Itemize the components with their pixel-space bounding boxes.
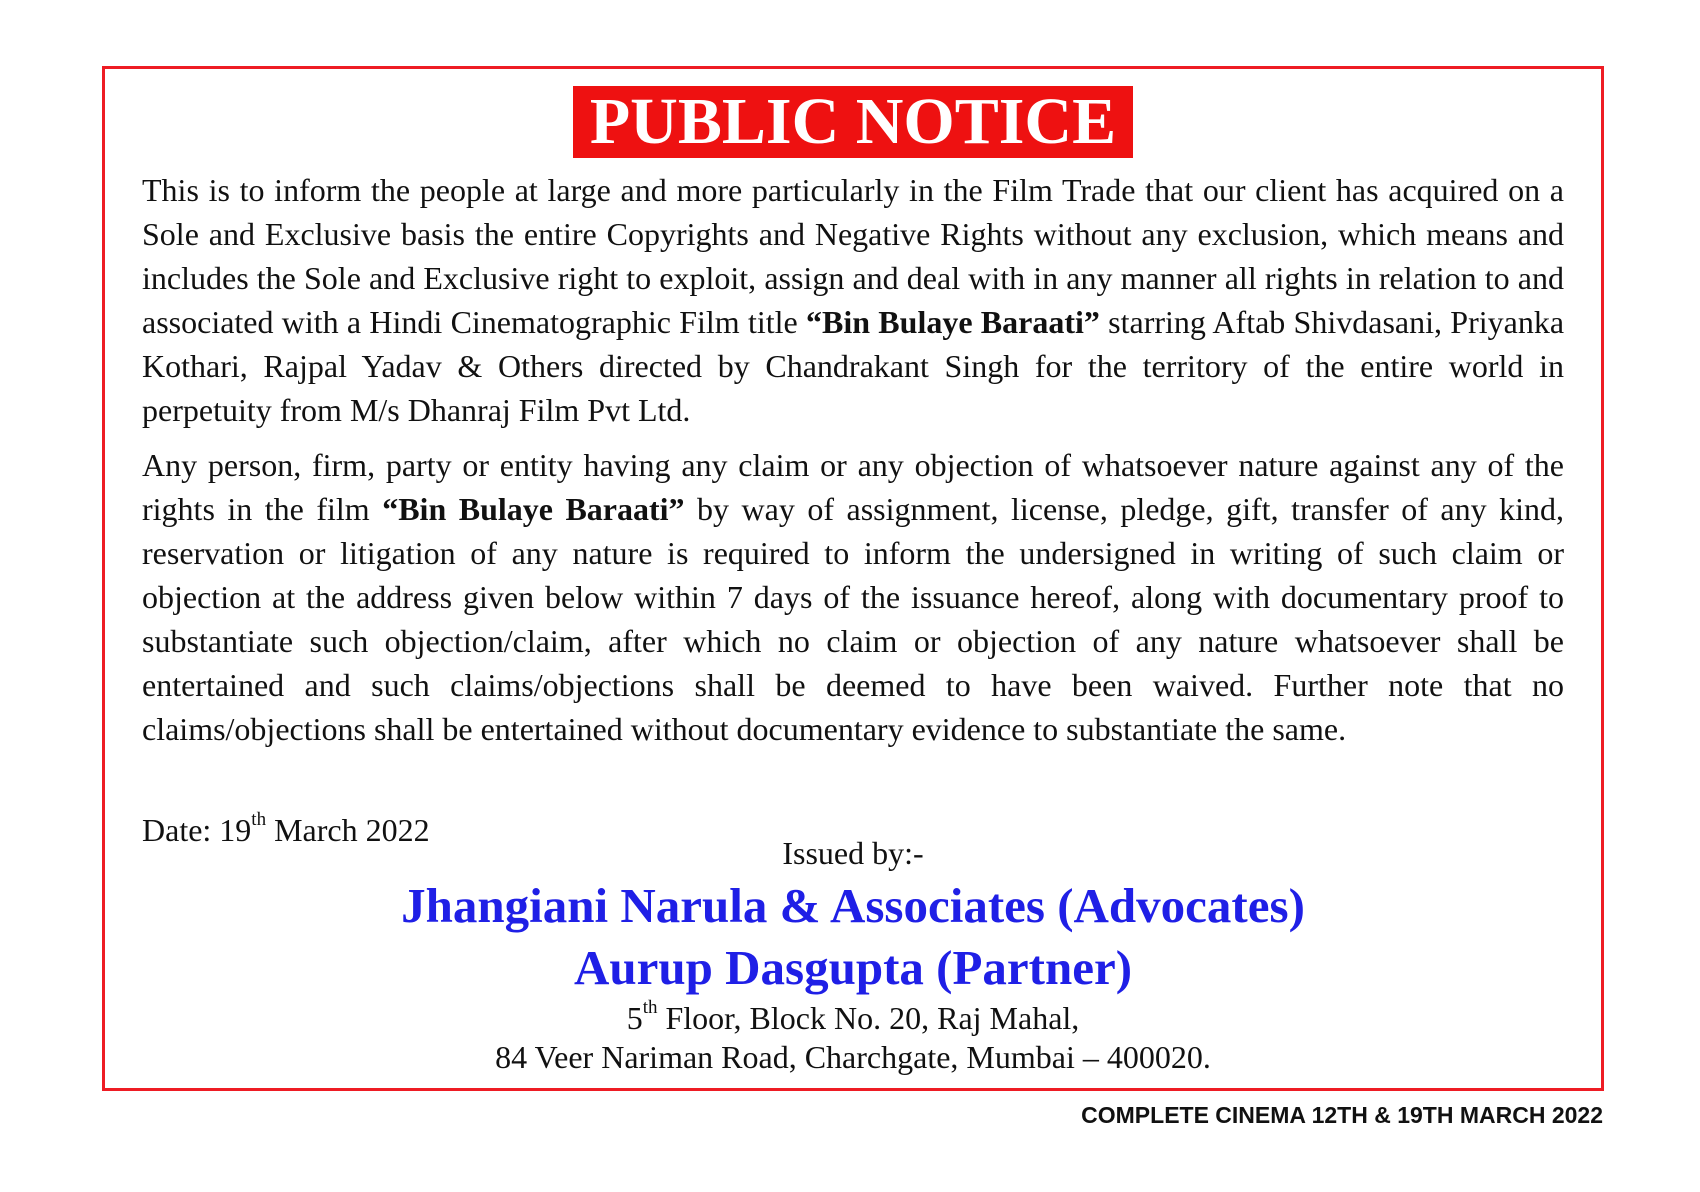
floor-number: 5 xyxy=(626,1000,643,1036)
paragraph-1-text-a: This is to inform the people at large and more particularly in the Film Trade that our client has acquired on a Sole and Exclusive basis the entire Copyrights and Negative Rights without any exclusion, which means and includes the Sole and Exclusive right to exploit, assign and deal with in any manner all rights in relation to and associated with a Hindi Cinematographic Film title xyxy=(142,172,1564,340)
partner-name: Aurup Dasgupta (Partner) xyxy=(573,940,1133,995)
paragraph-objection-claims xyxy=(142,443,1564,751)
date-prefix: Date: 19 xyxy=(142,812,252,848)
notice-body xyxy=(142,168,1564,762)
address-line-2: 84 Veer Nariman Road, Charchgate, Mumbai – 400020. xyxy=(495,1039,1211,1075)
paragraph-2-text-a: Any person, firm, party or entity having any claim or any objection of whatsoever nature against any of the rights in the film xyxy=(142,447,1564,527)
film-title: “Bin Bulaye Baraati” xyxy=(806,304,1100,340)
publication-credit: COMPLETE CINEMA 12TH & 19TH MARCH 2022 xyxy=(1081,1102,1603,1128)
floor-ordinal: th xyxy=(642,997,658,1019)
issued-by-label: Issued by:- xyxy=(782,835,924,871)
address-line-1-rest: Floor, Block No. 20, Raj Mahal, xyxy=(657,1000,1080,1036)
issuer-address xyxy=(105,999,1601,1077)
issuer-block xyxy=(105,875,1601,999)
address-line-1 xyxy=(105,999,1601,1038)
paragraph-1-text-b: starring Aftab Shivdasani, Priyanka Kothari, Rajpal Yadav & Others directed by Chandrakant Singh for the territory of the entire world in perpetuity from M/s Dhanraj Film Pvt Ltd. xyxy=(142,304,1565,428)
notice-title: PUBLIC NOTICE xyxy=(573,86,1133,158)
firm-name: Jhangiani Narula & Associates (Advocates) xyxy=(401,878,1305,933)
paragraph-2-text-b: by way of assignment, license, pledge, gift, transfer of any kind, reservation or litigation of any nature is required to inform the undersigned in writing of such claim or objection at the address given below within 7 days of the issuance hereof, along with documentary proof to substantiate such objection/claim, after which no claim or objection of any nature whatsoever shall be entertained and such claims/objections shall be deemed to have been waived. Further note that no claims/objections shall be entertained without documentary evidence to substantiate the same. xyxy=(142,491,1565,747)
paragraph-rights-acquisition xyxy=(142,168,1564,432)
film-title: “Bin Bulaye Baraati” xyxy=(382,491,685,527)
notice-frame xyxy=(102,66,1604,1091)
title-wrap xyxy=(105,86,1601,158)
date-suffix: March 2022 xyxy=(266,812,430,848)
date-ordinal: th xyxy=(251,809,267,831)
